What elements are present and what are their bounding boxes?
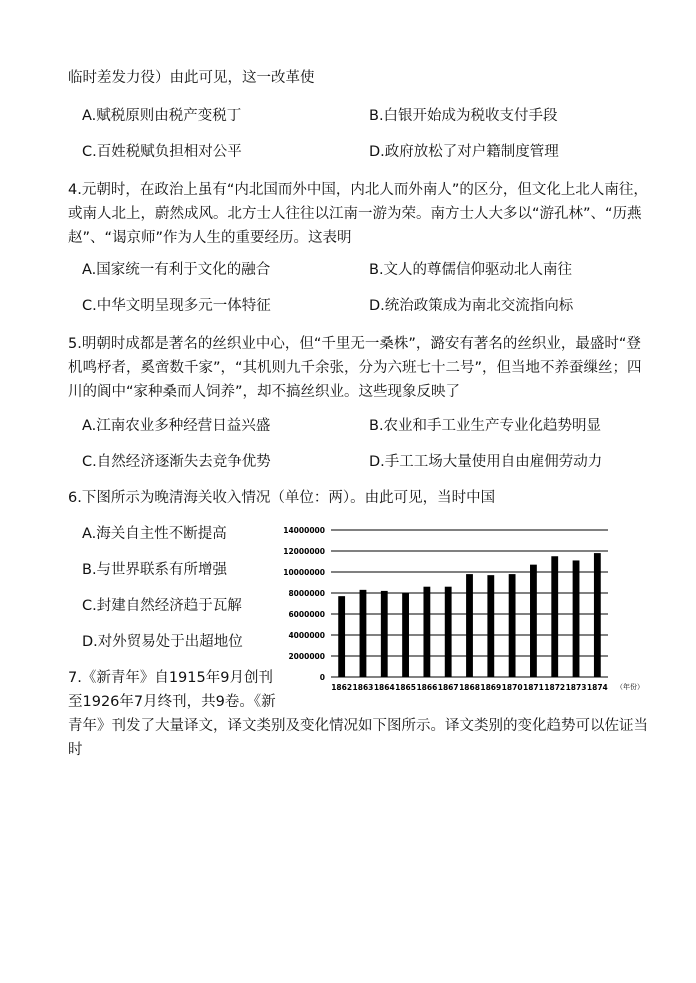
q4-stem-line-1: 4.元朝时，在政治上虽有“内北国而外中国，内北人而外南人”的区分，但文化上北人南往，: [68, 182, 648, 198]
q6-option-a[interactable]: A.海关自主性不断提高: [82, 526, 227, 542]
bar-1872: [551, 556, 558, 677]
q4-stem-line-3: 赵”、“谒京师”作为人生的重要经历。这表明: [68, 230, 352, 246]
q6-stem: 6.下图所示为晚清海关收入情况（单位：两）。由此可见，当时中国: [68, 490, 496, 506]
x-unit-label: （年份）: [616, 683, 644, 691]
bar-1869: [487, 575, 494, 677]
q4-option-a[interactable]: A.国家统一有利于文化的融合: [82, 262, 271, 278]
bar-1871: [530, 565, 537, 677]
bar-1863: [360, 590, 367, 677]
q7-stem-line-3: 青年》刊发了大量译文，译文类别及变化情况如下图所示。译文类别的变化趋势可以佐证当: [68, 718, 648, 734]
y-tick-label: 12000000: [283, 547, 325, 556]
x-tick-label: 1864: [373, 683, 395, 692]
q5-option-c[interactable]: C.自然经济逐渐失去竞争优势: [82, 454, 271, 470]
bar-1862: [338, 596, 345, 677]
customs-revenue-bar-chart: [276, 522, 676, 697]
q3-option-a[interactable]: A.赋税原则由税产变税丁: [82, 108, 242, 124]
q7-stem-line-1: 7.《新青年》自1915年9月创刊: [68, 670, 273, 686]
bar-1868: [466, 574, 473, 677]
q5-stem-line-2: 机鸣杼者，奚啻数千家”，“其机则九千余张，分为六班七十二号”，但当地不养蚕缫丝；四: [68, 360, 642, 376]
bar-1870: [509, 574, 516, 677]
y-tick-label: 10000000: [283, 568, 325, 577]
q5-option-d[interactable]: D.手工工场大量使用自由雇佣劳动力: [369, 454, 603, 470]
y-tick-label: 4000000: [288, 631, 325, 640]
x-tick-label: 1865: [395, 683, 417, 692]
q4-option-b[interactable]: B.文人的尊儒信仰驱动北人南往: [369, 262, 573, 278]
bar-1873: [573, 560, 580, 677]
x-tick-label: 1866: [416, 683, 438, 692]
x-tick-label: 1862: [331, 683, 353, 692]
q7-stem-line-4: 时: [68, 742, 83, 758]
x-tick-label: 1873: [565, 683, 587, 692]
q3-option-d[interactable]: D.政府放松了对户籍制度管理: [369, 144, 559, 160]
x-tick-label: 1870: [501, 683, 523, 692]
q7-stem-line-2: 至1926年7月终刊，共9卷。《新: [68, 694, 276, 710]
q6-option-d[interactable]: D.对外贸易处于出超地位: [82, 634, 243, 650]
q4-stem-line-2: 或南人北上，蔚然成风。北方士人往往以江南一游为荣。南方士人大多以“游孔林”、“历燕: [68, 206, 642, 222]
bar-1864: [381, 591, 388, 677]
q6-option-b[interactable]: B.与世界联系有所增强: [82, 562, 228, 578]
bar-1866: [423, 587, 430, 677]
x-tick-label: 1874: [586, 683, 608, 692]
q3-option-b[interactable]: B.白银开始成为税收支付手段: [369, 108, 558, 124]
x-tick-label: 1863: [352, 683, 374, 692]
q4-option-c[interactable]: C.中华文明呈现多元一体特征: [82, 298, 271, 314]
q4-option-d[interactable]: D.统治政策成为南北交流指向标: [369, 298, 574, 314]
x-tick-label: 1871: [522, 683, 544, 692]
y-tick-label: 0: [319, 673, 325, 682]
bar-1865: [402, 593, 409, 677]
q5-option-a[interactable]: A.江南农业多种经营日益兴盛: [82, 418, 271, 434]
q5-stem-line-1: 5.明朝时成都是著名的丝织业中心，但“千里无一桑株”，潞安有著名的丝织业，最盛时“登: [68, 336, 641, 352]
q3-option-c[interactable]: C.百姓税赋负担相对公平: [82, 144, 242, 160]
y-tick-label: 14000000: [283, 526, 325, 535]
y-tick-label: 2000000: [288, 652, 325, 661]
x-tick-label: 1872: [544, 683, 566, 692]
q5-option-b[interactable]: B.农业和手工业生产专业化趋势明显: [369, 418, 602, 434]
q6-option-c[interactable]: C.封建自然经济趋于瓦解: [82, 598, 242, 614]
x-tick-label: 1868: [459, 683, 480, 692]
q5-stem-line-3: 川的阆中“家种桑而人饲养”，却不搞丝织业。这些现象反映了: [68, 384, 461, 400]
bar-1874: [594, 553, 601, 677]
q3-stem-tail: 临时差发力役）由此可见，这一改革使: [68, 70, 315, 86]
x-tick-label: 1867: [437, 683, 459, 692]
bar-1867: [445, 587, 452, 677]
y-tick-label: 6000000: [288, 610, 325, 619]
y-tick-label: 8000000: [288, 589, 325, 598]
x-tick-label: 1869: [480, 683, 502, 692]
